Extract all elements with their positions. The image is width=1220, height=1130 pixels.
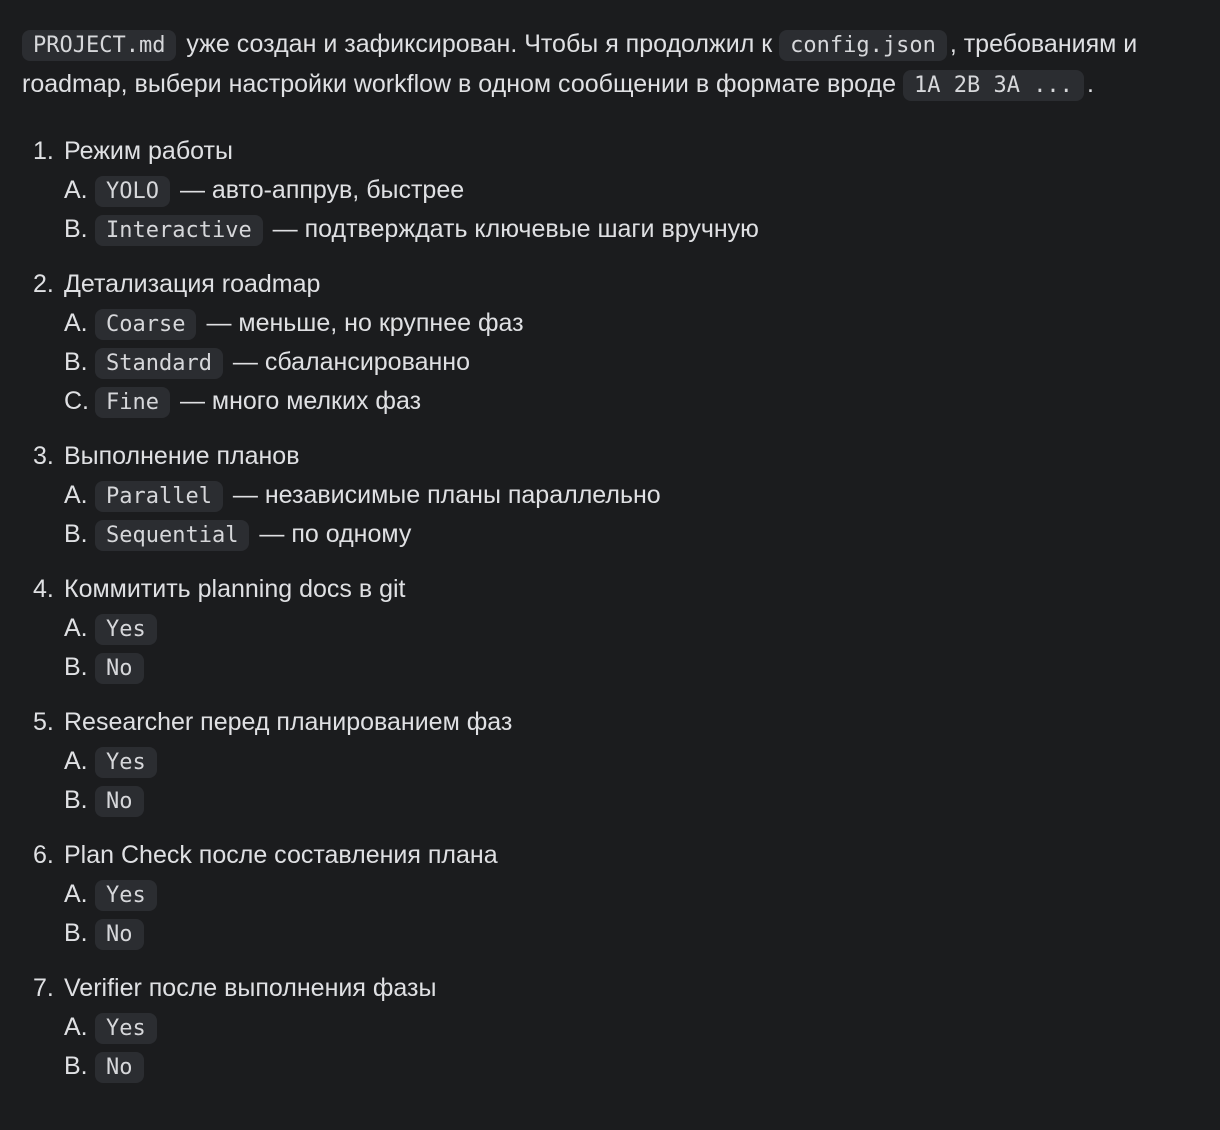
inline-code-project-file: PROJECT.md xyxy=(22,30,176,61)
options-list xyxy=(33,609,759,687)
option-code: Yes xyxy=(95,747,157,778)
option-letter: A. xyxy=(64,880,88,908)
question-item xyxy=(33,570,759,687)
question-title-text: Researcher перед планированием фаз xyxy=(64,708,513,736)
question-number: 1. xyxy=(33,137,54,165)
question-number: 2. xyxy=(33,270,54,298)
option-item xyxy=(64,1047,759,1086)
question-number: 7. xyxy=(33,974,54,1002)
option-item xyxy=(64,476,759,515)
option-code: Yes xyxy=(95,614,157,645)
question-number: 3. xyxy=(33,442,54,470)
option-item xyxy=(64,304,759,343)
question-title xyxy=(33,265,759,304)
questions-list xyxy=(33,132,759,1102)
assistant-message xyxy=(22,25,1202,105)
option-code: Yes xyxy=(95,880,157,911)
options-list xyxy=(33,171,759,249)
option-description: — меньше, но крупнее фаз xyxy=(206,309,524,337)
option-item xyxy=(64,742,759,781)
question-item xyxy=(33,969,759,1086)
inline-code-format-example: 1A 2B 3A ... xyxy=(903,70,1084,101)
option-item xyxy=(64,609,759,648)
options-list xyxy=(33,875,759,953)
option-item xyxy=(64,914,759,953)
option-item xyxy=(64,515,759,554)
options-list xyxy=(33,1008,759,1086)
option-letter: A. xyxy=(64,481,88,509)
question-item xyxy=(33,132,759,249)
question-title xyxy=(33,437,759,476)
option-item xyxy=(64,648,759,687)
option-item xyxy=(64,171,759,210)
option-letter: A. xyxy=(64,176,88,204)
question-title-text: Выполнение планов xyxy=(64,442,300,470)
question-title xyxy=(33,836,759,875)
option-letter: B. xyxy=(64,786,88,814)
option-letter: B. xyxy=(64,653,88,681)
option-item xyxy=(64,210,759,249)
option-code: YOLO xyxy=(95,176,170,207)
option-code: No xyxy=(95,786,144,817)
intro-text-2: , требованиям и roadmap, выбери настройки workflow в одном сообщении в формате вроде xyxy=(22,30,1138,98)
option-item xyxy=(64,1008,759,1047)
question-title xyxy=(33,570,759,609)
option-letter: B. xyxy=(64,919,88,947)
question-title xyxy=(33,132,759,171)
option-description: — много мелких фаз xyxy=(179,387,422,415)
question-number: 4. xyxy=(33,575,54,603)
option-code: Standard xyxy=(95,348,223,379)
option-letter: A. xyxy=(64,747,88,775)
option-code: Yes xyxy=(95,1013,157,1044)
intro-text-1: уже создан и зафиксирован. Чтобы я продолжил к xyxy=(186,30,773,58)
intro-paragraph xyxy=(22,25,1202,105)
options-list xyxy=(33,742,759,820)
option-code: Fine xyxy=(95,387,170,418)
option-description: — авто-аппрув, быстрее xyxy=(179,176,465,204)
option-code: Coarse xyxy=(95,309,196,340)
option-item xyxy=(64,781,759,820)
option-code: Interactive xyxy=(95,215,263,246)
options-list xyxy=(33,304,759,421)
option-letter: B. xyxy=(64,348,88,376)
option-letter: A. xyxy=(64,309,88,337)
option-description: — независимые планы параллельно xyxy=(232,481,661,509)
question-number: 5. xyxy=(33,708,54,736)
option-letter: B. xyxy=(64,215,88,243)
question-title-text: Детализация roadmap xyxy=(64,270,321,298)
question-title-text: Коммитить planning docs в git xyxy=(64,575,406,603)
question-title xyxy=(33,969,759,1008)
question-item xyxy=(33,703,759,820)
options-list xyxy=(33,476,759,554)
option-code: Parallel xyxy=(95,481,223,512)
option-code: No xyxy=(95,1052,144,1083)
option-letter: A. xyxy=(64,1013,88,1041)
intro-text-3: . xyxy=(1086,70,1094,98)
option-item xyxy=(64,382,759,421)
option-description: — по одному xyxy=(259,520,412,548)
option-item xyxy=(64,343,759,382)
option-letter: C. xyxy=(64,387,89,415)
option-code: Sequential xyxy=(95,520,249,551)
question-title-text: Режим работы xyxy=(64,137,233,165)
question-number: 6. xyxy=(33,841,54,869)
option-letter: A. xyxy=(64,614,88,642)
question-item xyxy=(33,836,759,953)
option-code: No xyxy=(95,653,144,684)
question-item xyxy=(33,437,759,554)
question-title xyxy=(33,703,759,742)
question-title-text: Plan Check после составления плана xyxy=(64,841,498,869)
option-description: — сбалансированно xyxy=(232,348,471,376)
option-description: — подтверждать ключевые шаги вручную xyxy=(272,215,759,243)
option-code: No xyxy=(95,919,144,950)
inline-code-config-file: config.json xyxy=(779,30,947,61)
option-letter: B. xyxy=(64,1052,88,1080)
option-letter: B. xyxy=(64,520,88,548)
question-item xyxy=(33,265,759,421)
option-item xyxy=(64,875,759,914)
question-title-text: Verifier после выполнения фазы xyxy=(64,974,437,1002)
